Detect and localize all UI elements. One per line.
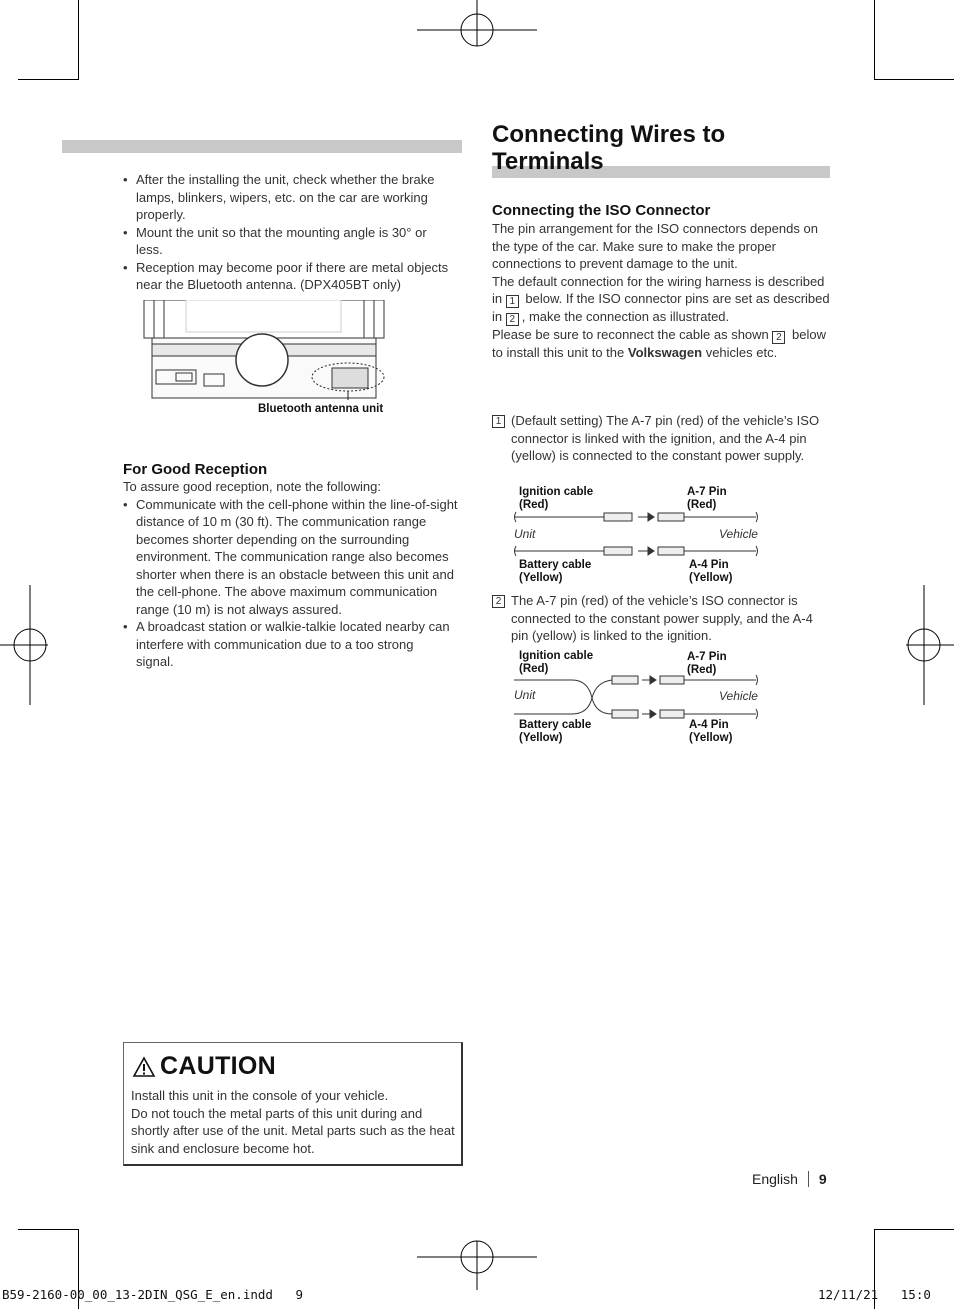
label-a4: A-4 Pin: [689, 559, 729, 571]
label-ignition: Ignition cable: [519, 650, 594, 662]
label-ignition: Ignition cable: [519, 486, 594, 498]
label-battery: Battery cable: [519, 559, 592, 571]
setting-text: (Default setting) The A-7 pin (red) of the vehicle’s ISO connector is linked with the ignition, and the A-4 pin (yellow) is connected to the constant power supply.: [511, 413, 820, 463]
label-vehicle: Vehicle: [719, 527, 758, 541]
footer-divider: [808, 1171, 809, 1187]
text-span: below to install this unit to the: [492, 327, 827, 360]
file-date: 12/11/21 15:0: [818, 1287, 931, 1302]
section-bar: [62, 140, 462, 153]
head-unit-illustration: [142, 300, 387, 400]
warning-triangle-icon: [132, 1056, 156, 1078]
brand-name: Volkswagen: [627, 345, 703, 360]
label-a4: A-4 Pin: [689, 719, 729, 731]
reception-section: [123, 478, 463, 671]
label-yellow: (Yellow): [689, 732, 733, 744]
iso-section: [492, 220, 832, 362]
crossed-connector-lines: [512, 648, 762, 748]
iso-paragraph: [492, 326, 832, 362]
label-red: (Red): [687, 499, 717, 511]
note-item: • Reception may become poor if there are metal objects near the Bluetooth antenna. (DPX405BT only): [123, 259, 463, 294]
caution-body: [131, 1087, 456, 1157]
antenna-caption: Bluetooth antenna unit: [258, 403, 384, 415]
ref-number-2: 2: [772, 331, 785, 344]
label-yellow: (Yellow): [519, 572, 563, 584]
label-a7: A-7 Pin: [687, 651, 727, 663]
caution-box: [123, 1042, 463, 1166]
iso-paragraph: The pin arrangement for the ISO connectors depends on the type of the car. Make sure to make the proper connections to prevent damage to the unit.: [492, 221, 818, 271]
ref-number-1: 1: [492, 415, 505, 428]
text-span: Please be sure to reconnect the cable as shown: [492, 327, 769, 342]
language-label: English: [752, 1171, 798, 1187]
file-name: B59-2160-00_00_13-2DIN_QSG_E_en.indd 9: [2, 1287, 304, 1302]
caution-header: [132, 1052, 276, 1081]
setting-item-1: [492, 412, 832, 465]
connector-lines: [512, 484, 762, 584]
install-notes: [123, 171, 463, 294]
note-item: • After the installing the unit, check whether the brake lamps, blinkers, wipers, etc. on the car are working properly.: [123, 171, 463, 224]
label-red: (Red): [519, 663, 549, 675]
text-span: The default connection for the wiring harness is described in: [492, 273, 825, 306]
page-number: 9: [818, 1171, 827, 1187]
reception-intro: To assure good reception, note the following:: [123, 479, 382, 494]
label-unit: Unit: [514, 527, 536, 541]
label-red: (Red): [519, 499, 549, 511]
page-footer: [752, 1171, 827, 1187]
caution-line: Install this unit in the console of your vehicle.: [131, 1088, 389, 1103]
label-vehicle: Vehicle: [719, 689, 758, 703]
caution-title: CAUTION: [160, 1052, 276, 1080]
text-span: , make the connection as illustrated.: [521, 309, 730, 324]
label-yellow: (Yellow): [519, 732, 563, 744]
label-red: (Red): [687, 664, 717, 676]
text-span: vehicles etc.: [705, 345, 778, 360]
iso-paragraph: [492, 273, 832, 327]
text-span: below. If the ISO connector pins are set as described in: [492, 291, 830, 324]
note-item: • Mount the unit so that the mounting angle is 30° or less.: [123, 224, 463, 259]
label-a7: A-7 Pin: [687, 486, 727, 498]
label-battery: Battery cable: [519, 719, 592, 731]
label-unit: Unit: [514, 688, 536, 702]
wiring-diagram-volkswagen: [512, 648, 762, 748]
caution-line: Do not touch the metal parts of this unit during and shortly after use of the unit. Metal parts such as the heat sink and enclosure become hot.: [131, 1105, 455, 1156]
ref-number-2: 2: [492, 595, 505, 608]
ref-number-1: 1: [506, 295, 519, 308]
iso-heading: Connecting the ISO Connector: [492, 202, 711, 219]
wiring-diagram-default: [512, 484, 762, 584]
ref-number-2: 2: [506, 313, 519, 326]
setting-text: The A-7 pin (red) of the vehicle’s ISO connector is connected to the constant power supply, and the A-4 pin (yellow) is linked to the ignition.: [511, 593, 813, 643]
page-title: Connecting Wires to Terminals: [492, 121, 726, 175]
label-yellow: (Yellow): [689, 572, 733, 584]
reception-item: • A broadcast station or walkie-talkie located nearby can interfere with communication due to a too strong signal.: [123, 618, 463, 671]
setting-item-2: [492, 592, 832, 645]
reception-item: • Communicate with the cell-phone within the line-of-sight distance of 10 m (30 ft). The communication range becomes shorter depending on the surrounding environment. The communication range also becomes shorter when there is an obstacle between this unit and the cell-phone. The above maximum communication range (10 m) is not always assured.: [123, 496, 463, 619]
reception-heading: For Good Reception: [123, 461, 268, 478]
